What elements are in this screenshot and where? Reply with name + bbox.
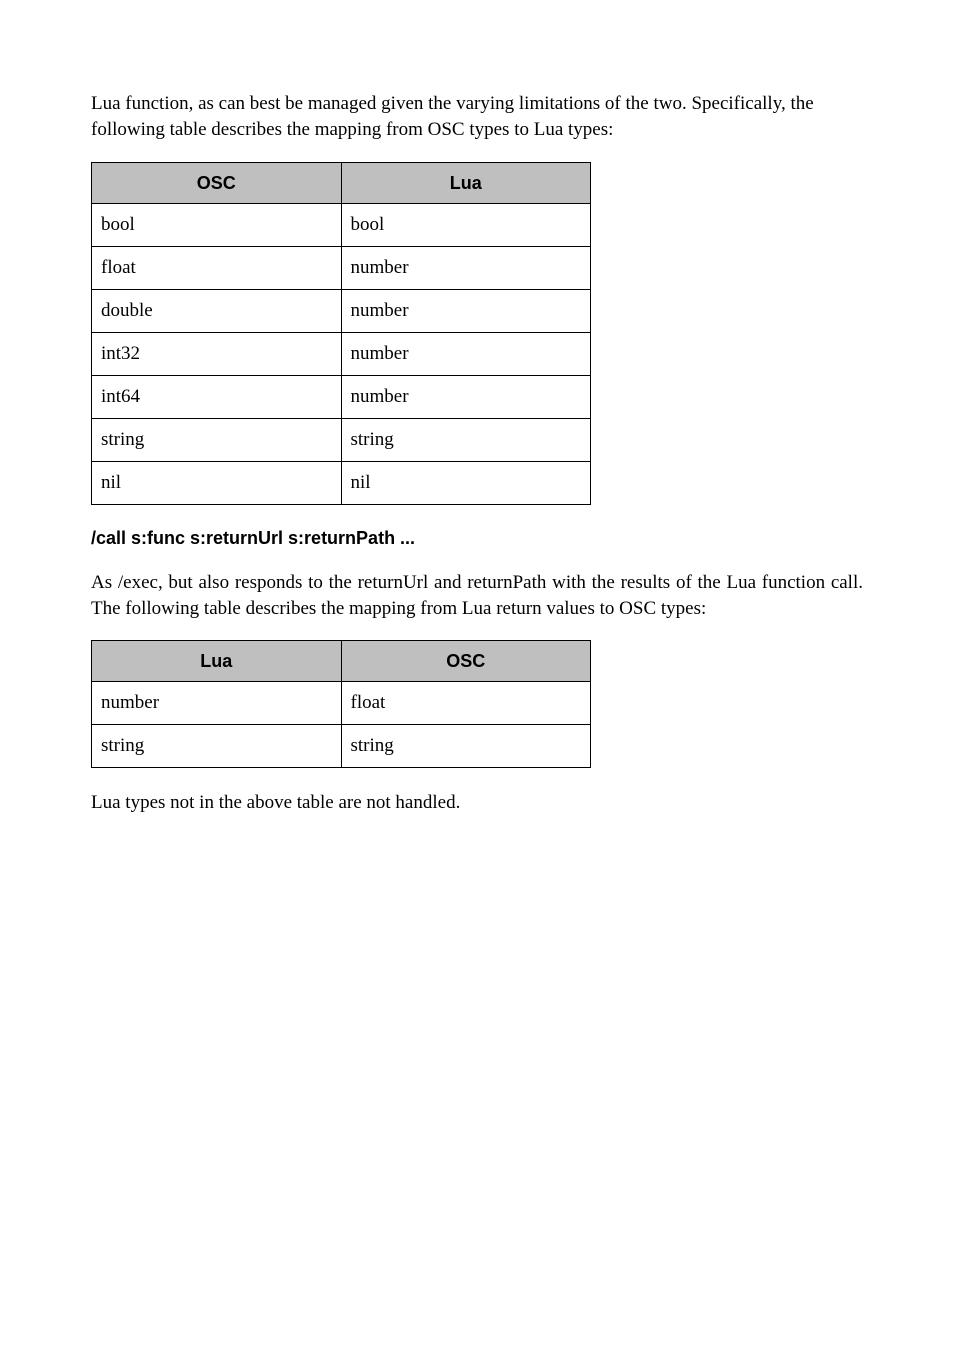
table-cell: number <box>341 376 591 419</box>
table-cell: string <box>341 725 591 768</box>
table-header-row <box>92 641 591 682</box>
table-cell: bool <box>92 204 342 247</box>
table-row <box>92 290 591 333</box>
table-row <box>92 333 591 376</box>
table-row <box>92 247 591 290</box>
table-row <box>92 419 591 462</box>
table-cell: int32 <box>92 333 342 376</box>
table-header-cell-osc: OSC <box>341 641 591 682</box>
table-cell: float <box>92 247 342 290</box>
table-header-cell-lua: Lua <box>92 641 342 682</box>
table-cell: string <box>341 419 591 462</box>
table-cell: number <box>341 247 591 290</box>
table-cell: nil <box>92 462 342 505</box>
lua-to-osc-table <box>91 640 591 768</box>
call-section-heading: /call s:func s:returnUrl s:returnPath ... <box>91 528 416 548</box>
table-row <box>92 682 591 725</box>
osc-to-lua-table <box>91 162 591 505</box>
table-row <box>92 462 591 505</box>
table-cell: number <box>341 290 591 333</box>
table-cell: double <box>92 290 342 333</box>
table-row <box>92 725 591 768</box>
intro-paragraph: Lua function, as can best be managed given the varying limitations of the two. Specifically, the following table describes the mapping from OSC types to Lua types: <box>91 93 814 140</box>
table-cell: float <box>341 682 591 725</box>
table-cell: bool <box>341 204 591 247</box>
table-row <box>92 376 591 419</box>
table-cell: number <box>341 333 591 376</box>
footer-note-paragraph: Lua types not in the above table are not handled. <box>91 792 461 813</box>
table-cell: string <box>92 419 342 462</box>
table-cell: string <box>92 725 342 768</box>
table-cell: number <box>92 682 342 725</box>
call-section-paragraph: As /exec, but also responds to the returnUrl and returnPath with the results of the Lua function call. The following table describes the mapping from Lua return values to OSC types: <box>91 572 863 619</box>
table-header-cell-osc: OSC <box>92 163 342 204</box>
table-header-row <box>92 163 591 204</box>
table-cell: nil <box>341 462 591 505</box>
document-page <box>91 91 863 816</box>
table-row <box>92 204 591 247</box>
table-header-cell-lua: Lua <box>341 163 591 204</box>
table-cell: int64 <box>92 376 342 419</box>
